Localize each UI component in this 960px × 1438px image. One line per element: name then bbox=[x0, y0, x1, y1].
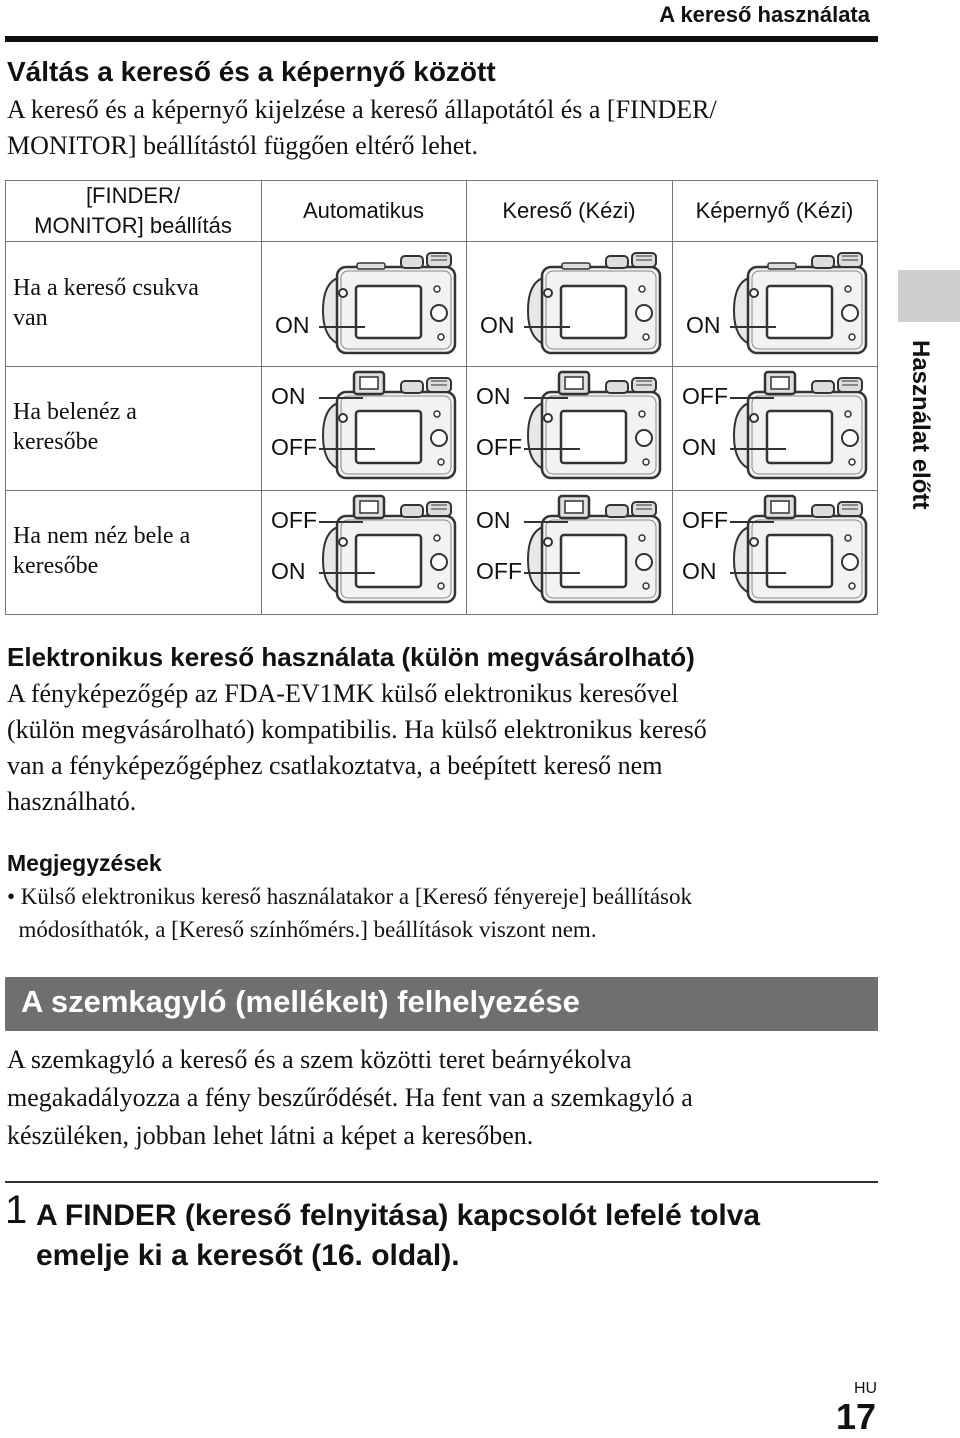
label-leader-line bbox=[730, 448, 786, 450]
monitor-state-label: OFF bbox=[476, 434, 522, 460]
monitor-state-label: ON bbox=[271, 558, 306, 584]
finder-state-label: ON bbox=[476, 383, 511, 409]
header-setting bbox=[5, 180, 261, 241]
language-code: HU bbox=[854, 1380, 878, 1397]
eyecup-heading: A szemkagyló (mellékelt) felhelyezése bbox=[21, 984, 580, 1019]
table-cell bbox=[466, 366, 671, 490]
row-label-line: Ha belenéz a bbox=[13, 399, 137, 425]
header-finder-manual: Kereső (Kézi) bbox=[502, 197, 636, 223]
monitor-state-label: ON bbox=[480, 312, 515, 338]
monitor-state-label: OFF bbox=[271, 434, 317, 460]
table-cell bbox=[466, 490, 671, 614]
table-cell bbox=[261, 241, 466, 365]
table-cell bbox=[261, 490, 466, 614]
label-leader-line bbox=[319, 448, 375, 450]
eyecup-body bbox=[7, 1041, 877, 1155]
evf-body bbox=[7, 676, 877, 820]
table-cell bbox=[672, 241, 877, 365]
notes-title: Megjegyzések bbox=[7, 850, 162, 876]
header-auto: Automatikus bbox=[302, 197, 425, 223]
note-line: • Külső elektronikus kereső használatakor a [Kereső fényereje] beállítások bbox=[7, 884, 693, 909]
monitor-state-label: OFF bbox=[476, 558, 522, 584]
row-label-line: van bbox=[13, 305, 48, 331]
monitor-state-label: ON bbox=[275, 312, 310, 338]
table-cell bbox=[672, 366, 877, 490]
finder-state-label: ON bbox=[271, 383, 306, 409]
label-leader-line bbox=[730, 521, 774, 523]
header-setting-line2: MONITOR] beállítás bbox=[34, 212, 232, 238]
eyecup-body-line: megakadályozza a fény beszűrődését. Ha fent van a szemkagyló a bbox=[7, 1083, 693, 1112]
finder-state-label: ON bbox=[476, 507, 511, 533]
header-monitor-manual: Képernyő (Kézi) bbox=[695, 197, 854, 223]
camera-icon bbox=[261, 241, 466, 365]
row-label-line: Ha a kereső csukva bbox=[13, 275, 199, 301]
eyecup-body-line: készüléken, jobban lehet látni a képet a keresőben. bbox=[7, 1121, 534, 1150]
monitor-state-label: ON bbox=[686, 312, 721, 338]
row-label-line: Ha nem néz bele a bbox=[13, 523, 191, 549]
step-rule bbox=[5, 1181, 878, 1183]
row-label-finder-closed bbox=[13, 273, 253, 333]
side-tab-marker bbox=[898, 270, 960, 322]
label-leader-line bbox=[730, 326, 776, 328]
eyecup-heading-bar bbox=[5, 977, 878, 1031]
step-line: A FINDER (kereső felnyitása) kapcsolót lefelé tolva bbox=[36, 1199, 761, 1232]
label-leader-line bbox=[319, 521, 363, 523]
switch-body bbox=[7, 92, 877, 164]
camera-icon bbox=[672, 241, 877, 365]
row-label-looking bbox=[13, 397, 253, 457]
switch-body-line: MONITOR] beállítástól függően eltérő lehet. bbox=[7, 131, 479, 160]
finder-monitor-table bbox=[5, 180, 878, 615]
header-setting-line1: [FINDER/ bbox=[85, 182, 181, 208]
row-label-line: keresőbe bbox=[13, 553, 99, 579]
monitor-state-label: ON bbox=[682, 558, 717, 584]
monitor-state-label: ON bbox=[682, 434, 717, 460]
switch-heading: Váltás a kereső és a képernyő között bbox=[7, 56, 496, 87]
side-tab-label: Használat előtt bbox=[907, 340, 934, 510]
label-leader-line bbox=[319, 572, 375, 574]
step-instruction bbox=[36, 1196, 760, 1276]
finder-state-label: OFF bbox=[682, 383, 728, 409]
row-label-not-looking bbox=[13, 521, 253, 581]
label-leader-line bbox=[730, 397, 774, 399]
table-cell bbox=[466, 241, 671, 365]
notes-list bbox=[7, 880, 692, 946]
camera-icon bbox=[466, 241, 671, 365]
label-leader-line bbox=[730, 572, 786, 574]
finder-state-label: OFF bbox=[271, 507, 317, 533]
label-leader-line bbox=[319, 326, 365, 328]
evf-heading: Elektronikus kereső használata (külön megvásárolható) bbox=[7, 642, 695, 672]
row-label-line: keresőbe bbox=[13, 429, 99, 455]
label-leader-line bbox=[524, 572, 580, 574]
finder-state-label: OFF bbox=[682, 507, 728, 533]
step-number: 1 bbox=[5, 1188, 28, 1232]
note-line: módosíthatók, a [Kereső színhőmérs.] beállítások viszont nem. bbox=[7, 917, 597, 942]
step-line: emelje ki a keresőt (16. oldal). bbox=[36, 1239, 460, 1272]
label-leader-line bbox=[524, 397, 568, 399]
evf-body-line: van a fényképezőgéphez csatlakoztatva, a beépített kereső nem bbox=[7, 751, 663, 780]
evf-body-line: A fényképezőgép az FDA-EV1MK külső elektronikus keresővel bbox=[7, 679, 679, 708]
table-cell bbox=[261, 366, 466, 490]
label-leader-line bbox=[524, 521, 568, 523]
evf-body-line: használható. bbox=[7, 787, 137, 816]
evf-body-line: (külön megvásárolható) kompatibilis. Ha külső elektronikus kereső bbox=[7, 715, 707, 744]
table-cell bbox=[672, 490, 877, 614]
switch-body-line: A kereső és a képernyő kijelzése a kereső állapotától és a [FINDER/ bbox=[7, 95, 717, 124]
label-leader-line bbox=[319, 397, 363, 399]
page-number: 17 bbox=[836, 1396, 877, 1437]
side-tab bbox=[878, 340, 960, 540]
eyecup-body-line: A szemkagyló a kereső és a szem közötti teret beárnyékolva bbox=[7, 1045, 632, 1074]
label-leader-line bbox=[524, 448, 580, 450]
label-leader-line bbox=[524, 326, 570, 328]
header-rule bbox=[5, 36, 878, 42]
section-header-title: A kereső használata bbox=[659, 2, 870, 27]
